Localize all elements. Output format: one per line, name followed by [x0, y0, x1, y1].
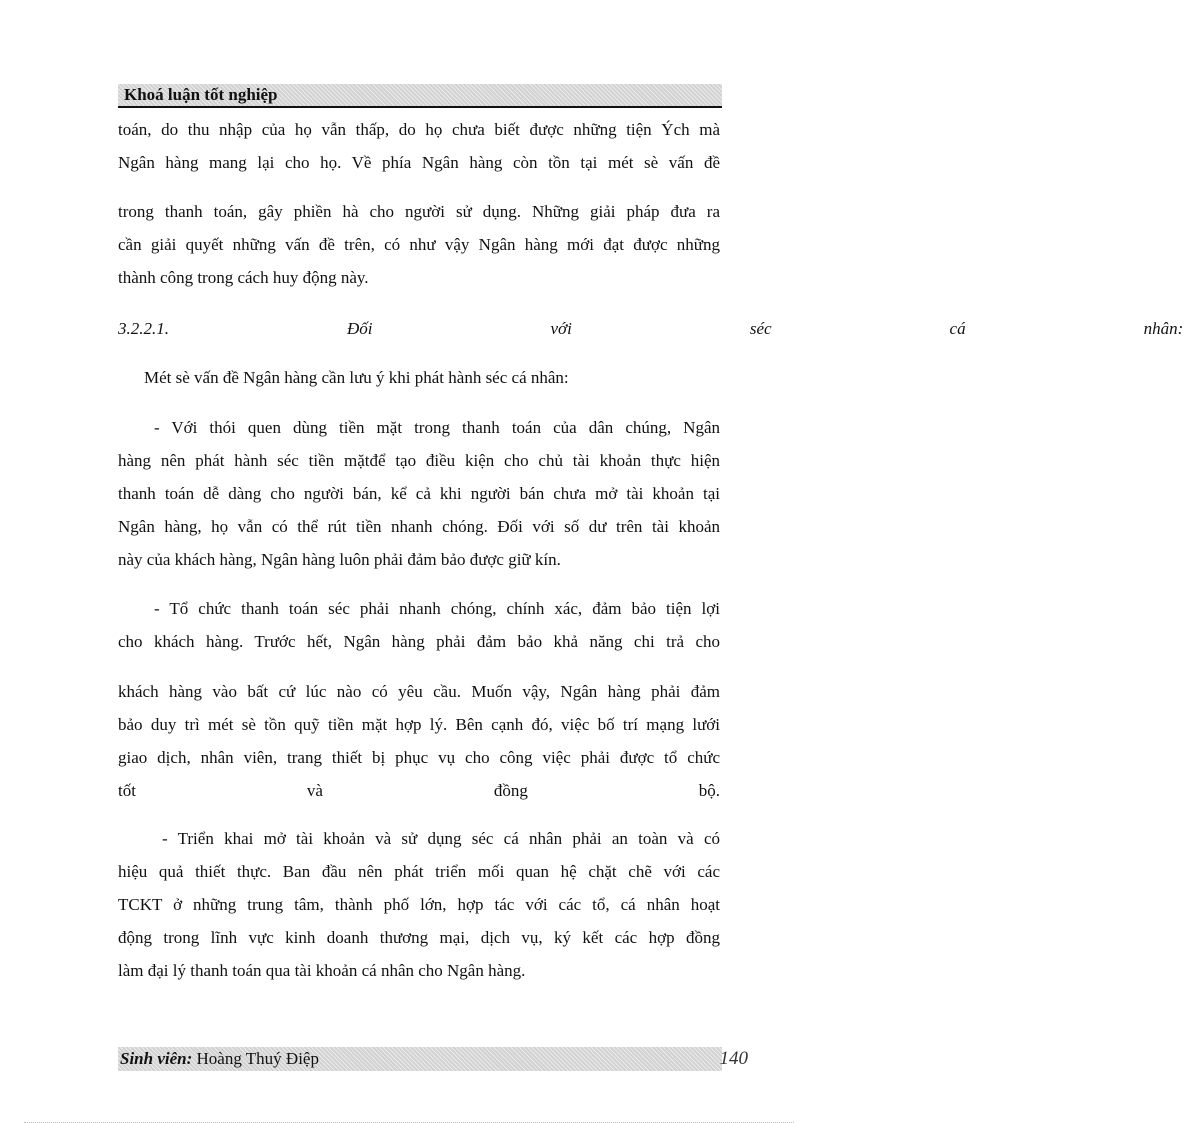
body-line: thanh toán dễ dàng cho người bán, kể cả khi người bán chưa mở tài khoản tại: [118, 484, 720, 503]
body-line: thành công trong cách huy động này.: [118, 268, 369, 287]
footer-name: Hoàng Thuý Điệp: [192, 1049, 319, 1068]
body-line: TCKT ở những trung tâm, thành phố lớn, hợp tác với các tổ, cá nhân hoạt: [118, 895, 720, 914]
body-line: Ngân hàng mang lại cho họ. Về phía Ngân hàng còn tồn tại mét sè vấn đề: [118, 153, 720, 172]
body-line: tốt và đồng bộ.: [118, 781, 720, 800]
body-line: khách hàng vào bất cứ lúc nào có yêu cầu. Muốn vậy, Ngân hàng phải đảm: [118, 682, 720, 701]
body-line: này của khách hàng, Ngân hàng luôn phải đảm bảo được giữ kín.: [118, 550, 561, 569]
running-footer: [118, 1047, 748, 1071]
body-line: động trong lĩnh vực kinh doanh thương mại, dịch vụ, ký kết các hợp đồng: [118, 928, 720, 947]
body-line: bảo duy trì mét sè tồn quỹ tiền mặt hợp lý. Bên cạnh đó, việc bố trí mạng lưới: [118, 715, 720, 734]
body-line: làm đại lý thanh toán qua tài khoản cá nhân cho Ngân hàng.: [118, 961, 526, 980]
body-line: cần giải quyết những vấn đề trên, có như vậy Ngân hàng mới đạt được những: [118, 235, 720, 254]
body-line: hiệu quả thiết thực. Ban đầu nên phát triển mối quan hệ chặt chẽ với các: [118, 862, 720, 881]
body-line: giao dịch, nhân viên, trang thiết bị phục vụ cho công việc phải được tổ chức: [118, 748, 720, 767]
body-line: Ngân hàng, họ vẫn có thể rút tiền nhanh chóng. Đối với số dư trên tài khoản: [118, 517, 720, 536]
footer-label: Sinh viên:: [120, 1049, 193, 1068]
header-title: Khoá luận tốt nghiệp: [124, 85, 278, 104]
running-header: [118, 84, 722, 108]
body-line: cho khách hàng. Trước hết, Ngân hàng phải đảm bảo khả năng chi trả cho: [118, 632, 720, 651]
body-line: toán, do thu nhập của họ vẫn thấp, do họ chưa biết được những tiện Ých mà: [118, 120, 720, 139]
bullet-line: - Triển khai mở tài khoản và sử dụng séc cá nhân phải an toàn và có: [162, 829, 720, 848]
footer-author: [120, 1049, 319, 1069]
body-line: Mét sè vấn đề Ngân hàng cần lưu ý khi phát hành séc cá nhân:: [144, 368, 569, 387]
body-line: trong thanh toán, gây phiền hà cho người sử dụng. Những giải pháp đưa ra: [118, 202, 720, 221]
page-number: 140: [719, 1048, 748, 1069]
bullet-line: - Tổ chức thanh toán séc phải nhanh chóng, chính xác, đảm bảo tiện lợi: [154, 599, 720, 618]
section-heading: 3.2.2.1. Đối với séc cá nhân:: [118, 319, 1183, 338]
bullet-line: - Với thói quen dùng tiền mặt trong thanh toán của dân chúng, Ngân: [154, 418, 720, 437]
body-line: hàng nên phát hành séc tiền mặtđể tạo điều kiện cho chủ tài khoản thực hiện: [118, 451, 720, 470]
